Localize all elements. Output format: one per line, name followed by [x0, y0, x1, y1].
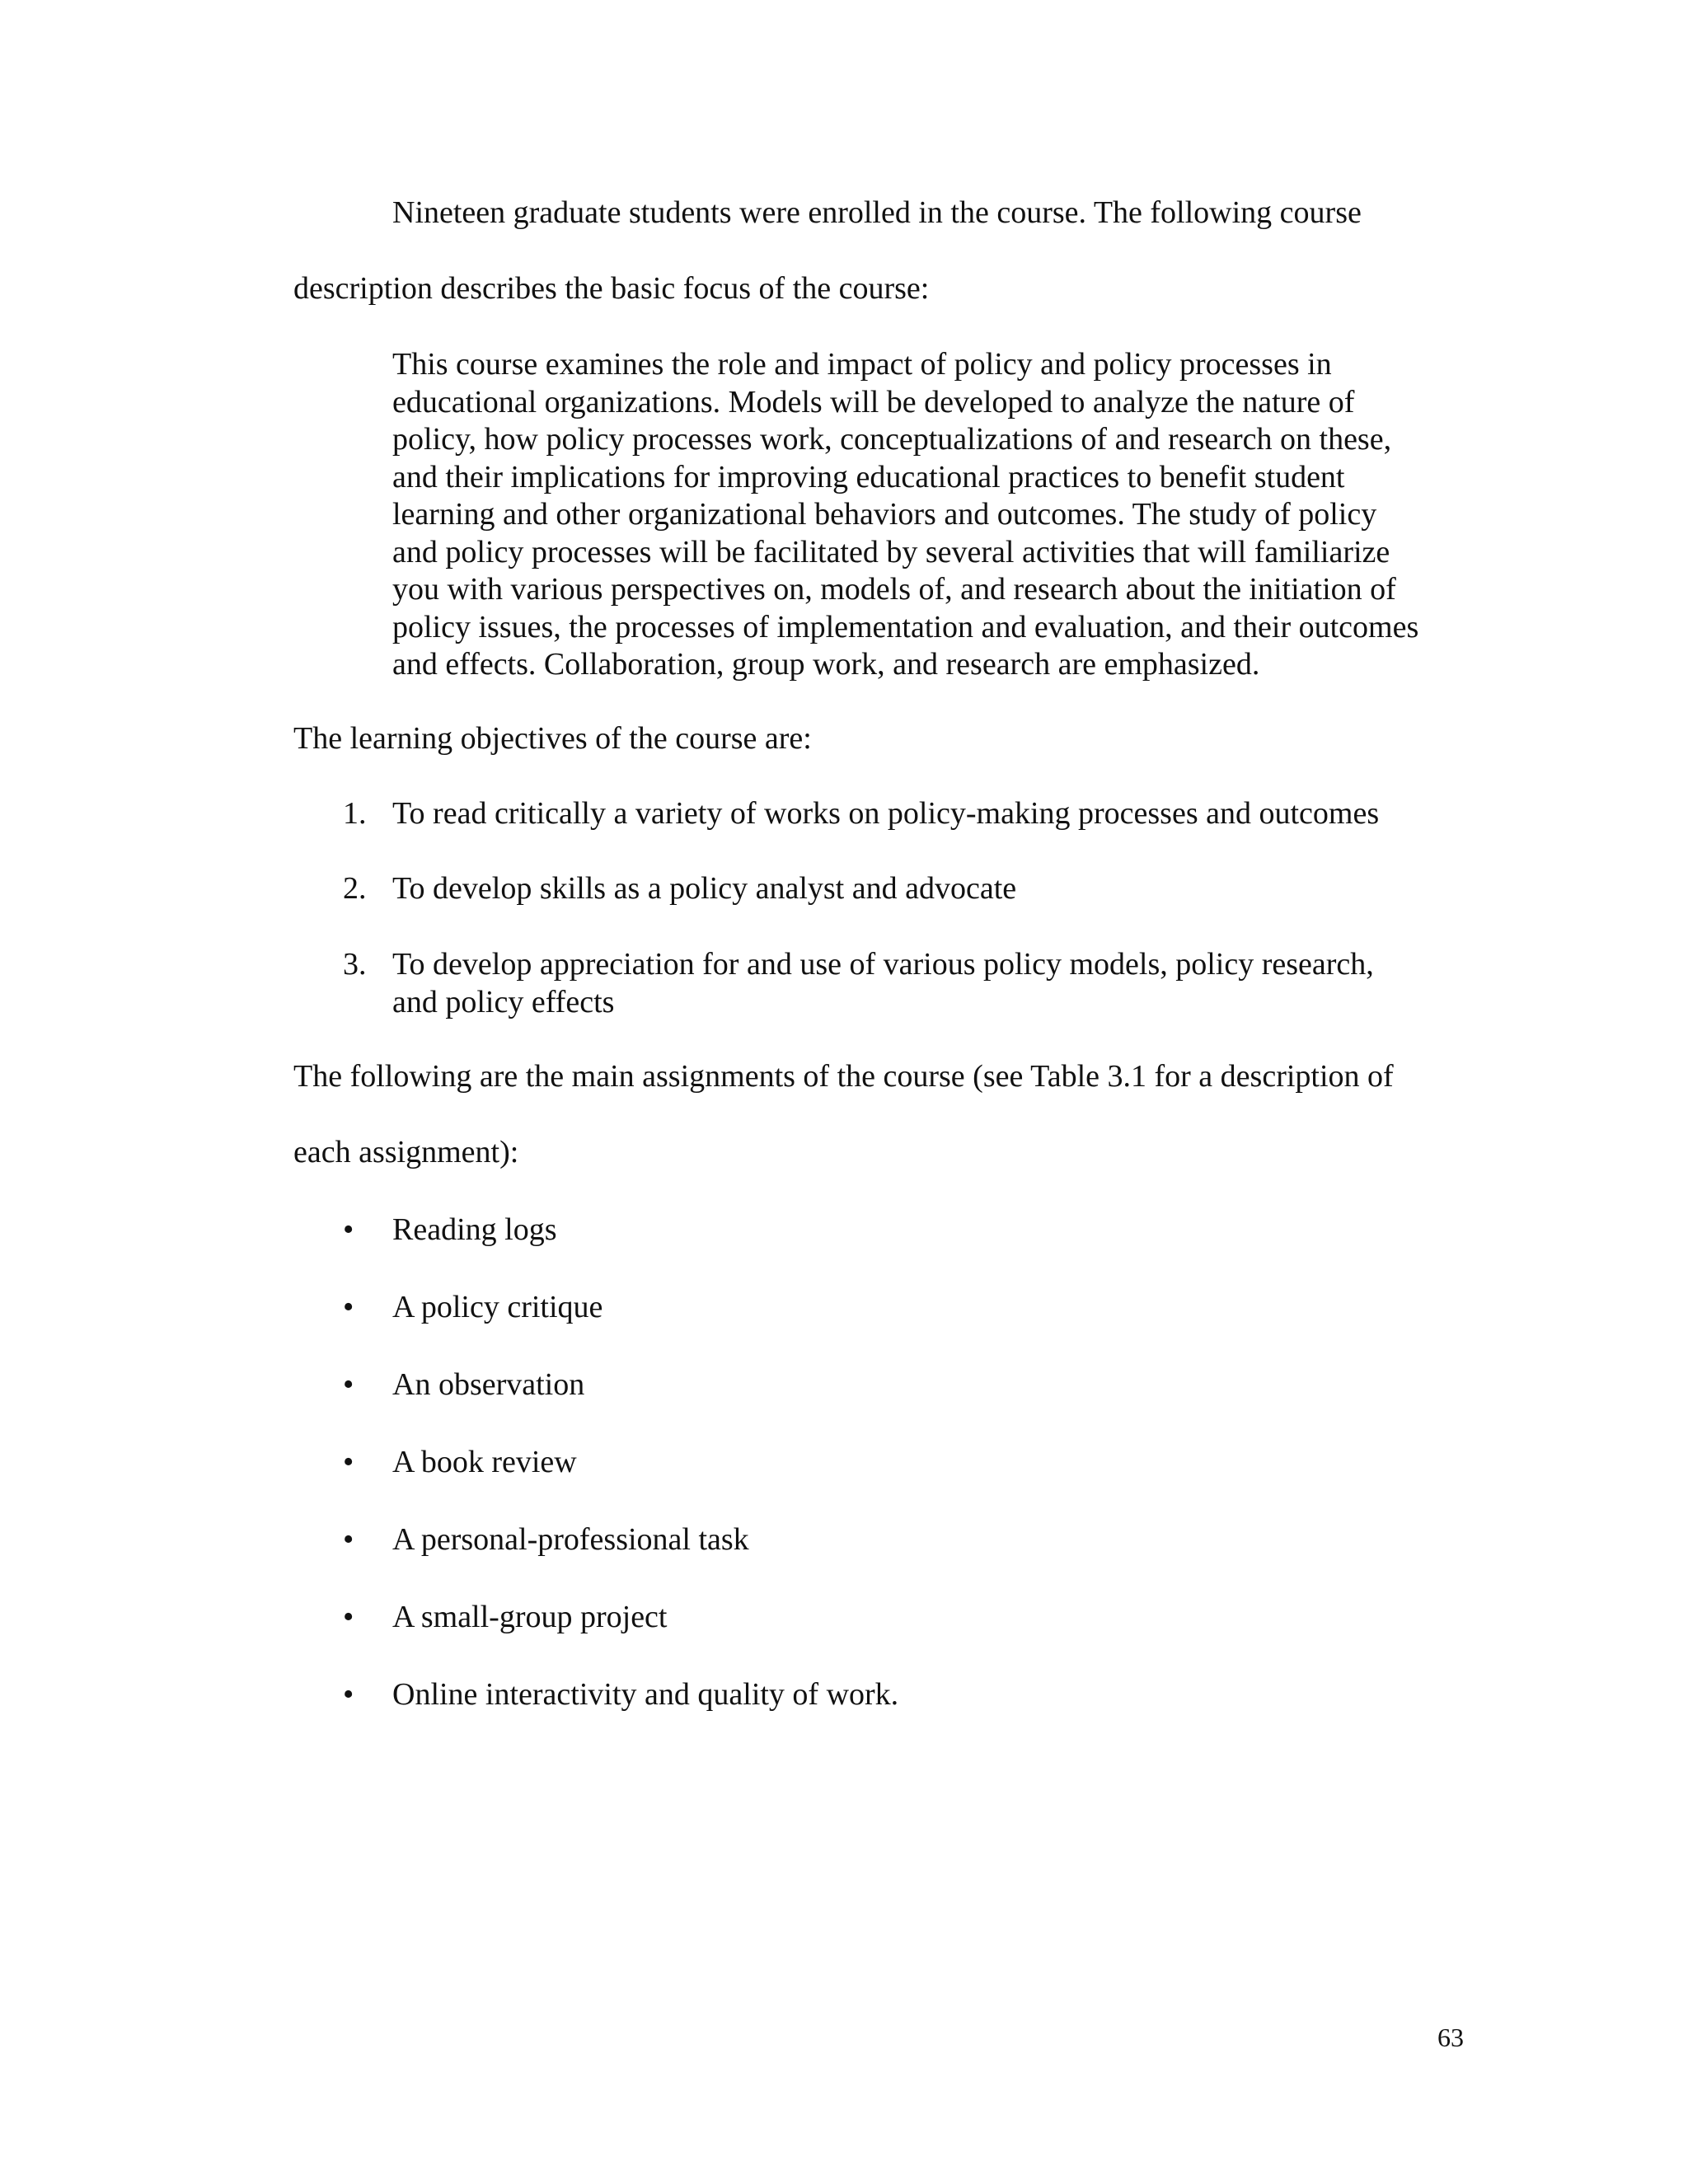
objective-text [392, 946, 1374, 1021]
bullet-icon: • [343, 1522, 354, 1557]
objective-text [392, 870, 1016, 908]
list-number: 1. [343, 796, 367, 831]
quote-line: and policy processes will be facilitated by several activities that will familiarize [392, 534, 1390, 569]
bullet-icon: • [343, 1367, 354, 1402]
assignment-label: A small-group project [392, 1600, 668, 1634]
list-number: 3. [343, 947, 367, 982]
quote-line: and effects. Collaboration, group work, and research are emphasized. [392, 647, 1260, 682]
list-number: 2. [343, 871, 367, 906]
quote-line: learning and other organizational behaviors and outcomes. The study of policy [392, 497, 1377, 532]
quote-line: and their implications for improving educational practices to benefit student [392, 459, 1345, 494]
quote-line: you with various perspectives on, models of, and research about the initiation of [392, 572, 1396, 607]
assignments-intro-line-2: each assignment): [293, 1135, 519, 1169]
bullet-icon: • [343, 1677, 354, 1712]
bullet-icon: • [343, 1212, 354, 1247]
bullet-icon: • [343, 1290, 354, 1324]
assignments-intro-line-1: The following are the main assignments of the course (see Table 3.1 for a description of [293, 1059, 1394, 1094]
assignment-label: Reading logs [392, 1212, 557, 1247]
assignment-label: An observation [392, 1367, 585, 1402]
assignment-label: Online interactivity and quality of work. [392, 1677, 899, 1712]
objectives-intro: The learning objectives of the course are: [293, 721, 812, 756]
assignment-label: A personal-professional task [392, 1522, 749, 1557]
objective-line: To read critically a variety of works on policy-making processes and outcomes [392, 796, 1380, 831]
intro-paragraph-line-1: Nineteen graduate students were enrolled in the course. The following course [392, 195, 1362, 230]
quote-line: educational organizations. Models will be developed to analyze the nature of [392, 384, 1355, 419]
course-description-quote [392, 346, 1418, 684]
assignment-label: A policy critique [392, 1290, 603, 1324]
assignment-label: A book review [392, 1445, 577, 1479]
bullet-icon: • [343, 1600, 354, 1634]
quote-line: policy, how policy processes work, conceptualizations of and research on these, [392, 422, 1392, 457]
bullet-icon: • [343, 1445, 354, 1479]
intro-paragraph-line-2: description describes the basic focus of the course: [293, 271, 930, 306]
objective-line: To develop skills as a policy analyst and advocate [392, 871, 1017, 906]
objective-line: and policy effects [392, 984, 615, 1019]
quote-line: This course examines the role and impact of policy and policy processes in [392, 347, 1332, 382]
page-number: 63 [1437, 2022, 1464, 2052]
quote-line: policy issues, the processes of implementation and evaluation, and their outcomes [392, 609, 1419, 644]
objective-text [392, 795, 1379, 833]
objective-line: To develop appreciation for and use of various policy models, policy research, [392, 947, 1374, 982]
